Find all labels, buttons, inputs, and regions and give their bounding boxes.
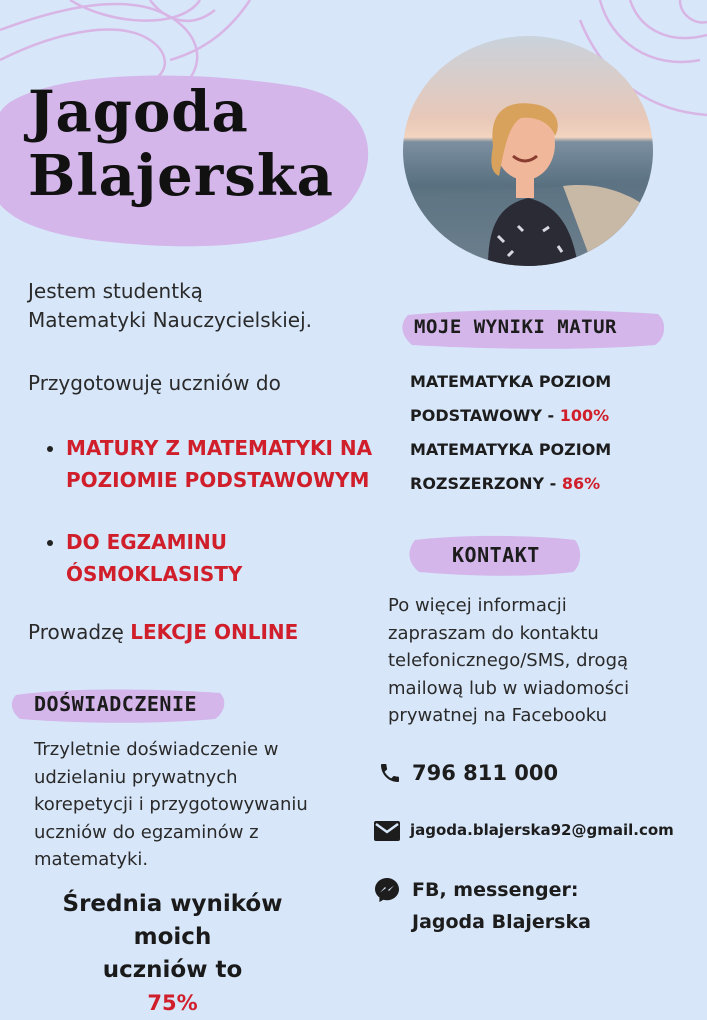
phone-icon: [378, 761, 402, 785]
candidate-name: [28, 80, 334, 208]
experience-line: udzielaniu prywatnych: [34, 766, 238, 788]
experience-heading: DOŚWIADCZENIE: [34, 692, 198, 716]
service-line: ÓSMOKLASISTY: [66, 562, 243, 586]
service-item: [66, 526, 406, 590]
result-line: MATEMATYKA POZIOM: [410, 372, 612, 391]
messenger-name[interactable]: Jagoda Blajerska: [412, 911, 591, 933]
first-name: Jagoda: [28, 79, 249, 145]
experience-text: [34, 736, 364, 874]
contact-line: telefonicznego/SMS, drogą: [388, 650, 629, 671]
experience-line: matematyki.: [34, 849, 149, 870]
messenger-info: [412, 874, 591, 938]
average-value: 75%: [147, 991, 198, 1015]
average-result: [20, 888, 325, 1020]
result-line: MATEMATYKA POZIOM: [410, 440, 612, 459]
results-heading: MOJE WYNIKI MATUR: [414, 316, 617, 338]
contact-line: mailową lub w wiadomości: [388, 677, 630, 699]
lessons-text: [28, 618, 298, 647]
intro-line-1: Jestem studentką: [28, 279, 203, 303]
lessons-prefix: Prowadzę: [28, 620, 131, 644]
result-line: [410, 399, 611, 433]
service-line: • DO EGZAMINU: [66, 530, 227, 554]
result-value: 100%: [559, 406, 610, 425]
contact-line: zapraszam do kontaktu: [388, 622, 599, 644]
average-line-1: Średnia wyników moich: [62, 891, 283, 950]
lessons-highlight: LEKCJE ONLINE: [130, 620, 299, 644]
messenger-label: FB, messenger:: [412, 879, 579, 901]
result-line: [410, 467, 611, 501]
email-address[interactable]: jagoda.blajerska92@gmail.com: [410, 821, 674, 839]
contact-line: prywatnej na Facebooku: [388, 705, 608, 726]
last-name: Blajerska: [28, 143, 334, 209]
service-line: POZIOMIE PODSTAWOWYM: [66, 468, 370, 492]
contact-text: [388, 592, 698, 730]
service-item: [66, 432, 406, 496]
phone-number[interactable]: 796 811 000: [412, 761, 559, 785]
experience-line: korepetycji i przygotowywaniu: [34, 794, 308, 815]
services-list: [42, 432, 406, 620]
prepare-text: Przygotowuję uczniów do: [28, 371, 281, 395]
photo-illustration: [403, 36, 653, 266]
intro-text: [28, 277, 312, 335]
result-value: 86%: [561, 474, 601, 493]
envelope-icon: [373, 820, 401, 842]
results-list: [410, 365, 611, 501]
intro-line-2: Matematyki Nauczycielskiej.: [28, 308, 312, 332]
result-label: ROZSZERZONY -: [410, 474, 562, 493]
result-label: PODSTAWOWY -: [410, 406, 560, 425]
service-line: • MATURY Z MATEMATYKI NA: [66, 436, 373, 460]
contact-heading: KONTAKT: [452, 543, 540, 567]
profile-photo: [403, 36, 653, 266]
contact-line: Po więcej informacji: [388, 595, 567, 616]
experience-line: uczniów do egzaminów z: [34, 821, 259, 843]
average-line-2: uczniów to: [102, 957, 243, 983]
messenger-icon: [373, 876, 401, 904]
experience-line: Trzyletnie doświadczenie w: [34, 739, 279, 760]
